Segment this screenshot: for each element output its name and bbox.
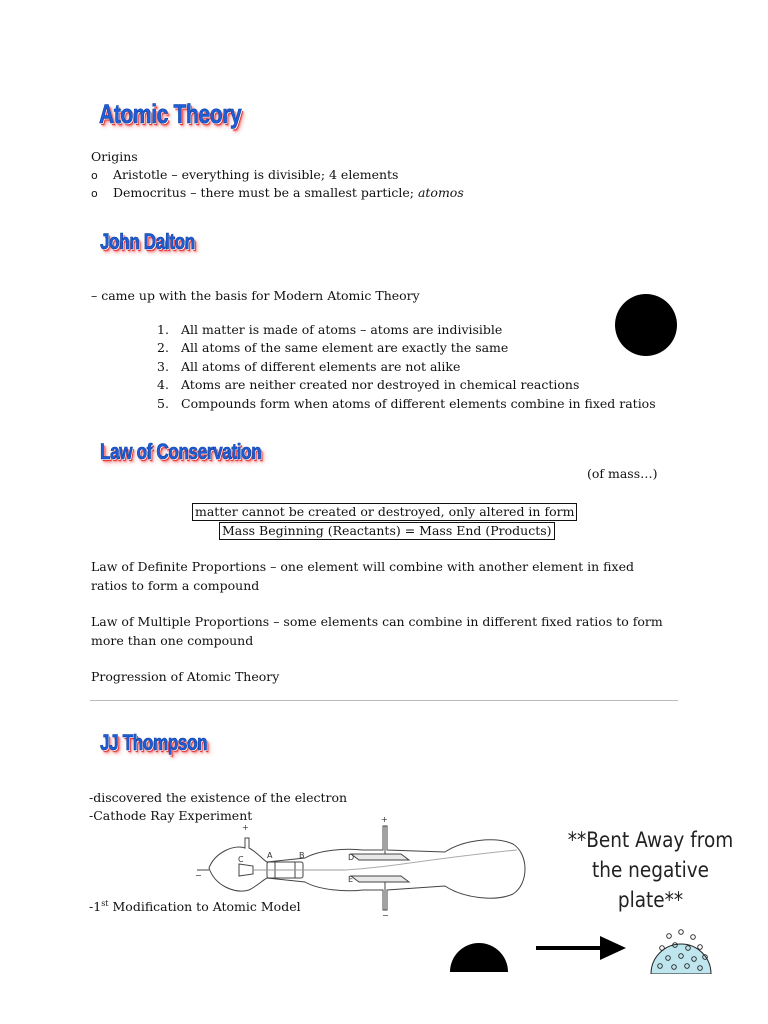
- annotation-line-1: **Bent Away from: [567, 828, 734, 852]
- list-item: 2. All atoms of the same element are exactly the same: [157, 340, 509, 356]
- deflection-annotation: [560, 825, 740, 915]
- arrow-head-icon: [600, 936, 626, 960]
- law-multiple-line-2: more than one compound: [91, 633, 254, 648]
- origins-label: Origins: [91, 149, 138, 164]
- heading-law-of-conservation: Law of Conservation: [100, 439, 262, 464]
- heading-jj-thompson: JJ Thompson: [100, 730, 208, 755]
- tube-label-c: C: [238, 855, 244, 864]
- list-item: 4. Atoms are neither created nor destroyed in chemical reactions: [157, 377, 580, 393]
- tube-label-plus-left: +: [242, 823, 249, 832]
- annotation-line-2: the negative plate**: [591, 858, 710, 912]
- tube-label-plus-top: +: [381, 815, 388, 824]
- tube-label-minus-left: −: [195, 871, 202, 880]
- law-definite-line-2: ratios to form a compound: [91, 578, 260, 593]
- tube-label-e: E: [348, 875, 354, 884]
- tube-label-b: B: [299, 851, 305, 860]
- progression-title: Progression of Atomic Theory: [91, 669, 280, 684]
- conservation-note: (of mass…): [587, 466, 658, 481]
- thompson-line-1: -discovered the existence of the electron: [89, 790, 348, 805]
- dalton-intro: – came up with the basis for Modern Atomic Theory: [91, 288, 420, 303]
- conservation-box-statement: matter cannot be created or destroyed, only altered in form: [192, 503, 577, 521]
- thompson-line-2: -Cathode Ray Experiment: [89, 808, 253, 823]
- dalton-principles-list: [157, 322, 656, 414]
- origins-bullet-aristotle: [91, 167, 398, 182]
- list-item: 1. All matter is made of atoms – atoms are indivisible: [157, 322, 503, 337]
- origins-bullet-democritus: [91, 185, 464, 200]
- bullet-text: Democritus – there must be a smallest particle;: [113, 185, 418, 200]
- list-item: 3. All atoms of different elements are not alike: [157, 358, 461, 374]
- conservation-box-equation: Mass Beginning (Reactants) = Mass End (Products): [219, 522, 555, 540]
- bullet-marker: o: [91, 187, 98, 200]
- law-definite-line-1: Law of Definite Proportions – one element will combine with another element in fixed: [91, 559, 634, 574]
- heading-john-dalton: John Dalton: [100, 229, 195, 254]
- section-divider: [90, 700, 678, 701]
- bullet-text: Aristotle – everything is divisible; 4 elements: [113, 167, 399, 182]
- plum-pudding-model-icon: [651, 930, 711, 974]
- heading-atomic-theory: Atomic Theory: [99, 99, 242, 129]
- list-item: 5. Compounds form when atoms of different elements combine in fixed ratios: [157, 395, 656, 411]
- atomos-term: atomos: [417, 185, 464, 200]
- bullet-marker: o: [91, 169, 98, 182]
- model-progression-graphic: [448, 926, 714, 974]
- thompson-modification: -1st Modification to Atomic Model: [89, 899, 301, 915]
- law-multiple-line-1: Law of Multiple Proportions – some elements can combine in different fixed ratios to form: [91, 614, 663, 629]
- tube-label-minus-bottom: −: [382, 911, 389, 920]
- tube-label-d: D: [348, 853, 355, 862]
- solid-sphere-icon: [450, 943, 508, 972]
- cathode-ray-tube-diagram-icon: [195, 812, 530, 920]
- tube-label-a: A: [267, 851, 273, 860]
